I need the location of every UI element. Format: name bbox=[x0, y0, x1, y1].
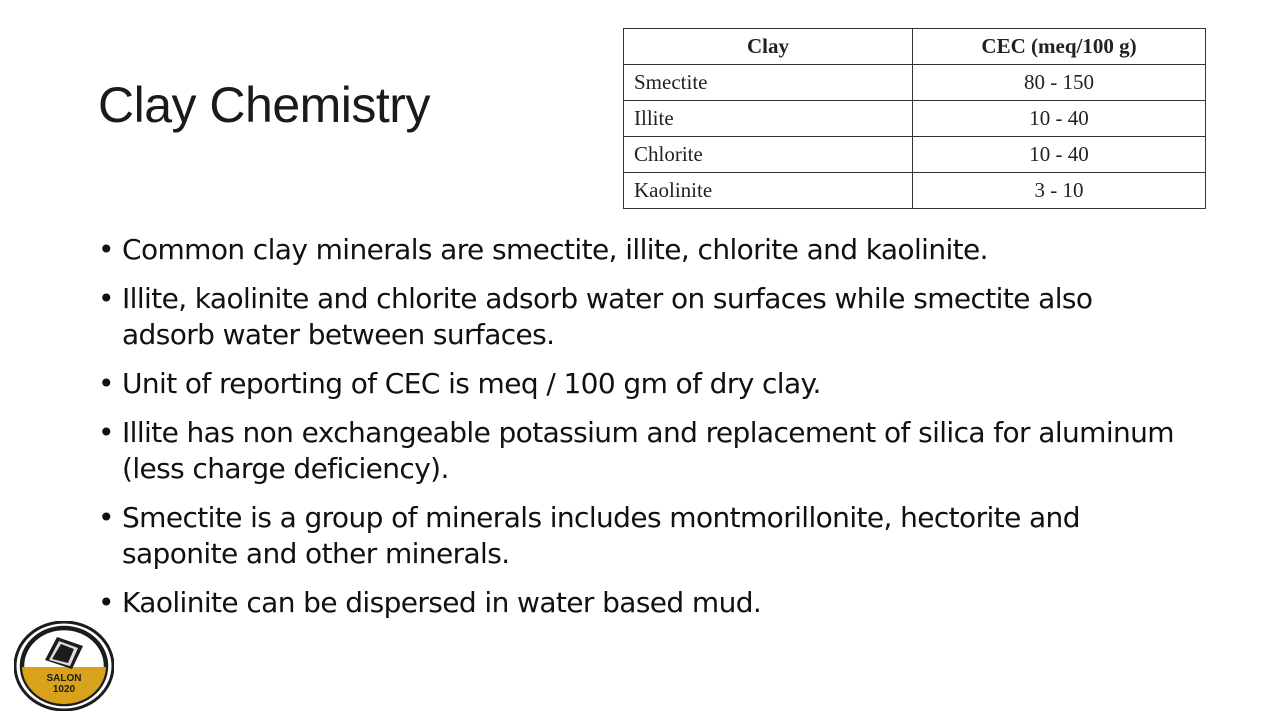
bullet-item bbox=[98, 585, 1178, 621]
table-cell-clay: Chlorite bbox=[624, 137, 913, 173]
table-cell-cec: 10 - 40 bbox=[913, 137, 1206, 173]
bullet-text: Common clay minerals are smectite, illite, chlorite and kaolinite. bbox=[122, 233, 988, 266]
bullet-item bbox=[98, 500, 1178, 572]
bullet-item bbox=[98, 366, 1178, 402]
table-cell-clay: Smectite bbox=[624, 65, 913, 101]
table-header-row bbox=[624, 29, 1206, 65]
table-cell-cec: 3 - 10 bbox=[913, 173, 1206, 209]
bullet-text: Kaolinite can be dispersed in water based mud. bbox=[122, 586, 762, 619]
bullet-text: Illite has non exchangeable potassium and replacement of silica for aluminum (less charge deficiency). bbox=[122, 416, 1174, 485]
bullet-text: Illite, kaolinite and chlorite adsorb water on surfaces while smectite also adsorb water between surfaces. bbox=[122, 282, 1093, 351]
table-row bbox=[624, 137, 1206, 173]
table-cell-clay: Illite bbox=[624, 101, 913, 137]
table-header-cec: CEC (meq/100 g) bbox=[913, 29, 1206, 65]
bullet-dot-icon: • bbox=[98, 282, 114, 315]
table-row bbox=[624, 101, 1206, 137]
slide-title: Clay Chemistry bbox=[98, 77, 430, 133]
bullet-text: Smectite is a group of minerals includes montmorillonite, hectorite and saponite and other minerals. bbox=[122, 501, 1080, 570]
bullet-item bbox=[98, 281, 1178, 353]
table-row bbox=[624, 173, 1206, 209]
salon-1020-logo bbox=[14, 621, 114, 711]
logo-text-salon: SALON bbox=[46, 673, 82, 684]
table-cell-cec: 80 - 150 bbox=[913, 65, 1206, 101]
bullet-text: Unit of reporting of CEC is meq / 100 gm of dry clay. bbox=[122, 367, 821, 400]
table-cell-clay: Kaolinite bbox=[624, 173, 913, 209]
logo-text-number: 1020 bbox=[52, 684, 76, 695]
cec-table bbox=[623, 28, 1206, 209]
table-header-clay: Clay bbox=[624, 29, 913, 65]
bullet-item bbox=[98, 415, 1178, 487]
bullet-dot-icon: • bbox=[98, 233, 114, 266]
bullet-dot-icon: • bbox=[98, 416, 114, 449]
bullet-dot-icon: • bbox=[98, 501, 114, 534]
bullet-dot-icon: • bbox=[98, 367, 114, 400]
bullet-dot-icon: • bbox=[98, 586, 114, 619]
bullet-list bbox=[98, 232, 1178, 634]
table-row bbox=[624, 65, 1206, 101]
table-cell-cec: 10 - 40 bbox=[913, 101, 1206, 137]
bullet-item bbox=[98, 232, 1178, 268]
